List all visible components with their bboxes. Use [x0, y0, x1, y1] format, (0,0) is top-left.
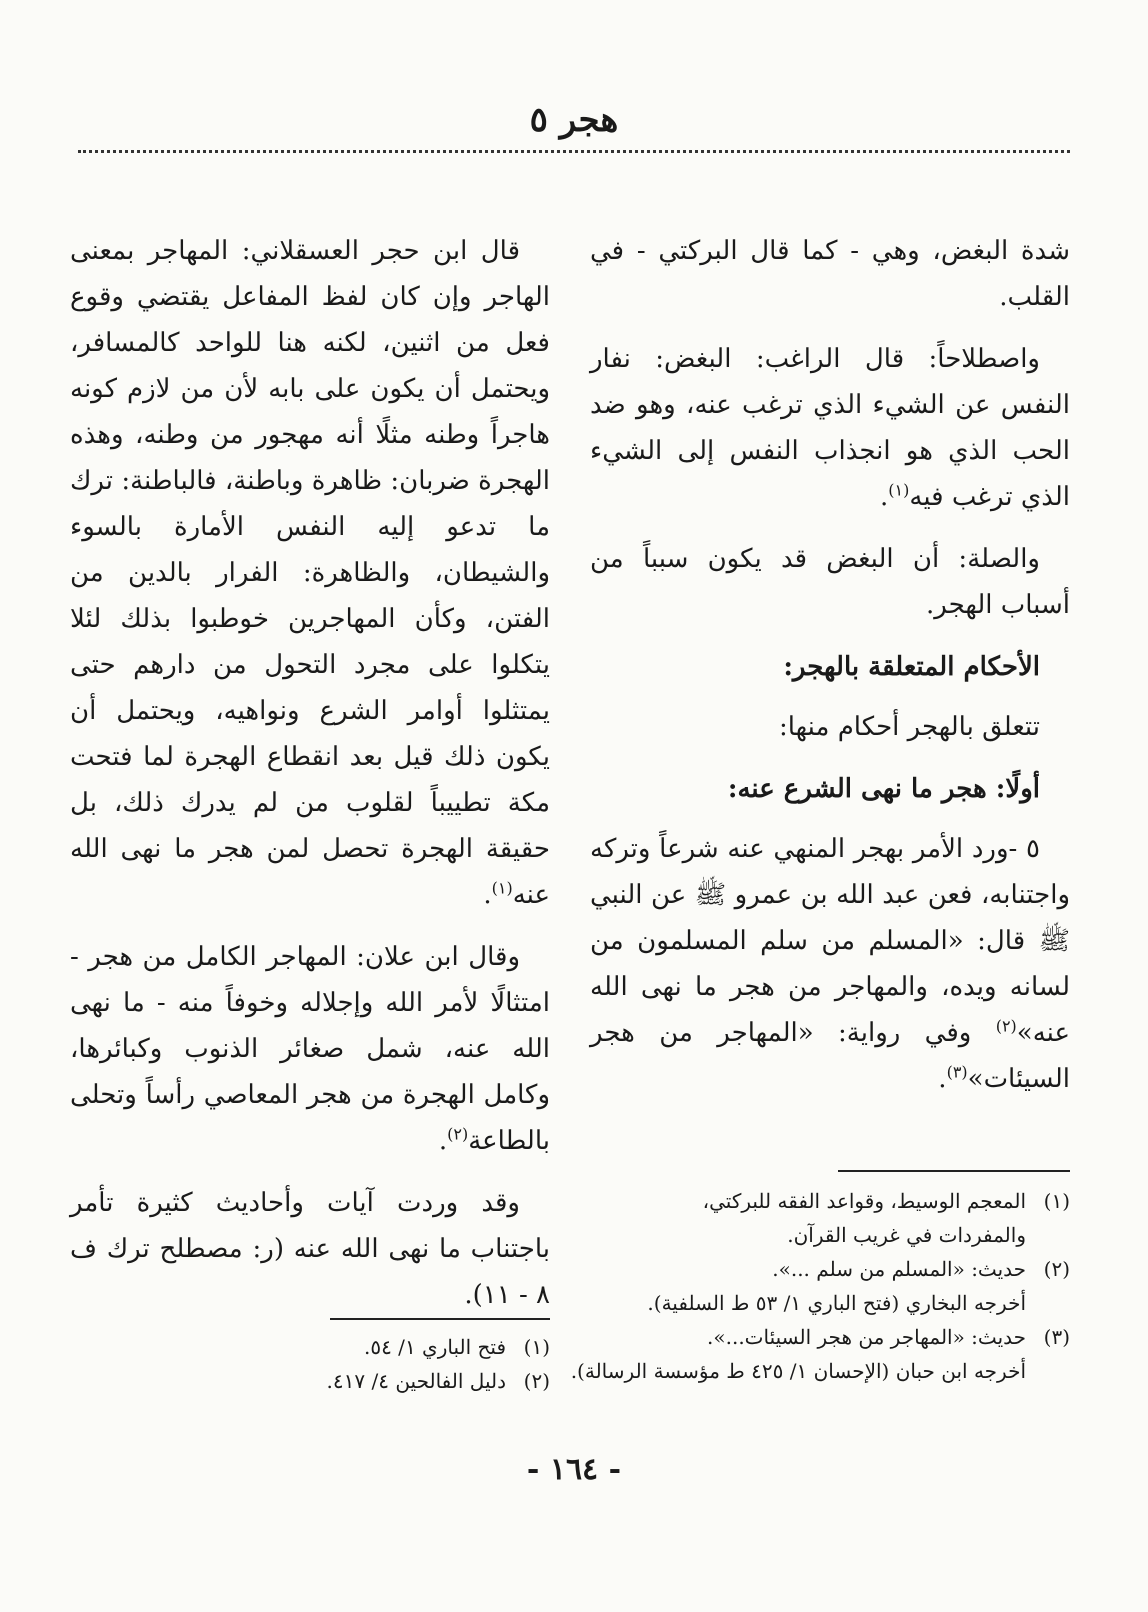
paragraph: والصلة: أن البغض قد يكون سبباً من أسباب الهجر. [590, 544, 1070, 620]
paragraph-text: وفي رواية: «المهاجر من هجر السيئات» [590, 1018, 1070, 1094]
paragraph-text: واصطلاحاً: قال الراغب: البغض: نفار النفس عن الشيء الذي ترغب عنه، وهو ضد الحب الذي هو انجذاب النفس إلى الشيء الذي ترغب فيه [590, 344, 1070, 512]
page-number: - ١٦٤ - [526, 1452, 622, 1487]
footnote-continuation: والمفردات في غريب القرآن. [787, 1223, 1026, 1247]
footnote-item [240, 1364, 550, 1398]
footnote-text: حديث: «المسلم من سلم ...». [772, 1257, 1026, 1281]
footnote-number: (١) [523, 1335, 550, 1359]
footnote-item [560, 1320, 1070, 1354]
paragraph: ٥ -ورد الأمر بهجر المنهي عنه شرعاً وتركه واجتنابه، فعن عبد الله بن عمرو ﷺ عن النبي ﷺ قال: «المسلم من سلم المسلمون من لسانه ويده، والمهاجر من هجر ما نهى الله عنه»$^{(٢)}$ وفي رواية: «المهاجر من هجر السيئات»$^{(٣)}$. [590, 834, 1070, 1094]
footnotes-left [240, 1330, 550, 1398]
footnote-item [240, 1330, 550, 1364]
paragraph: تتعلق بالهجر أحكام منها: [778, 712, 1040, 742]
footnotes-right [560, 1184, 1070, 1388]
footnote-number: (١) [1043, 1189, 1070, 1213]
footnote-number: (٣) [1043, 1325, 1070, 1349]
paragraph: وقال ابن علان: المهاجر الكامل من هجر - امتثالًا لأمر الله وإجلاله وخوفاً منه - ما نهى الله عنه، شمل صغائر الذنوب وكبائرها، وكامل الهجرة من هجر المعاصي رأساً وتحلى بالطاعة$^{(٢)}$. [70, 942, 550, 1156]
paragraph: وقد وردت آيات وأحاديث كثيرة تأمر باجتناب ما نهى الله عنه (ر: مصطلح ترك ف ٨ - ١١). [70, 1188, 550, 1310]
page-header-title: هجر ٥ [529, 100, 619, 140]
footnote-number: (٢) [1043, 1257, 1070, 1281]
section-heading: الأحكام المتعلقة بالهجر: [783, 652, 1040, 682]
footnote-divider-left [330, 1318, 550, 1320]
footnote-ref[interactable]: (٣) [946, 1062, 968, 1082]
right-column [590, 228, 1070, 1118]
paragraph: شدة البغض، وهي - كما قال البركتي - في القلب. [590, 236, 1070, 312]
footnote-text: فتح الباري ١/ ٥٤. [363, 1335, 506, 1359]
footnote-item [560, 1252, 1070, 1286]
footnote-ref[interactable]: (١) [491, 878, 513, 898]
left-column [70, 228, 550, 1334]
subsection-heading: أولًا: هجر ما نهى الشرع عنه: [727, 774, 1040, 804]
footnote-ref[interactable]: (١) [888, 480, 910, 500]
footnote-ref[interactable]: (٢) [447, 1124, 469, 1144]
footnote-item [560, 1184, 1070, 1218]
footnote-text: المعجم الوسيط، وقواعد الفقه للبركتي، [702, 1189, 1026, 1213]
paragraph-text: قال ابن حجر العسقلاني: المهاجر بمعنى الهاجر وإن كان لفظ المفاعل يقتضي وقوع فعل من اثنين، لكنه هنا للواحد كالمسافر، ويحتمل أن يكون على بابه لأن من لازم كونه هاجراً وطنه مثلًا أنه مهجور من وطنه، وهذه الهجرة ضربان: ظاهرة وباطنة، فالباطنة: ترك ما تدعو إليه النفس الأمارة بالسوء والشيطان، والظاهرة: الفرار بالدين من الفتن، وكأن المهاجرين خوطبوا بذلك لئلا يتكلوا على مجرد التحول من دارهم حتى يمتثلوا أوامر الشرع ونواهيه، ويحتمل أن يكون ذلك قيل بعد انقطاع الهجرة لما فتحت مكة تطييباً لقلوب من لم يدرك ذلك، بل حقيقة الهجرة تحصل لمن هجر ما نهى الله عنه [70, 236, 551, 910]
paragraph-text: وقال ابن علان: المهاجر الكامل من هجر - امتثالًا لأمر الله وإجلاله وخوفاً منه - ما نهى الله عنه، شمل صغائر الذنوب وكبائرها، وكامل الهجرة من هجر المعاصي رأساً وتحلى بالطاعة [70, 942, 550, 1156]
footnote-text: حديث: «المهاجر من هجر السيئات...». [707, 1325, 1026, 1349]
footnote-text: دليل الفالحين ٤/ ٤١٧. [326, 1369, 506, 1393]
header-dotted-rule [78, 150, 1070, 153]
paragraph: قال ابن حجر العسقلاني: المهاجر بمعنى الهاجر وإن كان لفظ المفاعل يقتضي وقوع فعل من اثنين، لكنه هنا للواحد كالمسافر، ويحتمل أن يكون على بابه لأن من لازم كونه هاجراً وطنه مثلًا أنه مهجور من وطنه، وهذه الهجرة ضربان: ظاهرة وباطنة، فالباطنة: ترك ما تدعو إليه النفس الأمارة بالسوء والشيطان، والظاهرة: الفرار بالدين من الفتن، وكأن المهاجرين خوطبوا بذلك لئلا يتكلوا على مجرد التحول من دارهم حتى يمتثلوا أوامر الشرع ونواهيه، ويحتمل أن يكون ذلك قيل بعد انقطاع الهجرة لما فتحت مكة تطييباً لقلوب من لم يدرك ذلك، بل حقيقة الهجرة تحصل لمن هجر ما نهى الله عنه$^{(١)}$. [70, 236, 551, 910]
footnote-continuation: أخرجه البخاري (فتح الباري ١/ ٥٣ ط السلفية). [647, 1291, 1026, 1315]
footnote-ref[interactable]: (٢) [995, 1016, 1017, 1036]
footnote-continuation: أخرجه ابن حبان (الإحسان ١/ ٤٢٥ ط مؤسسة الرسالة). [570, 1359, 1026, 1383]
footnote-divider-right [838, 1170, 1070, 1172]
footnote-number: (٢) [523, 1369, 550, 1393]
paragraph-text: ٥ -ورد الأمر بهجر المنهي عنه شرعاً وتركه واجتنابه، فعن عبد الله بن عمرو ﷺ عن النبي ﷺ قال: «المسلم من سلم المسلمون من لسانه ويده، والمهاجر من هجر ما نهى الله عنه» [590, 834, 1070, 1048]
paragraph: واصطلاحاً: قال الراغب: البغض: نفار النفس عن الشيء الذي ترغب عنه، وهو ضد الحب الذي هو انجذاب النفس إلى الشيء الذي ترغب فيه$^{(١)}$. [590, 344, 1070, 512]
